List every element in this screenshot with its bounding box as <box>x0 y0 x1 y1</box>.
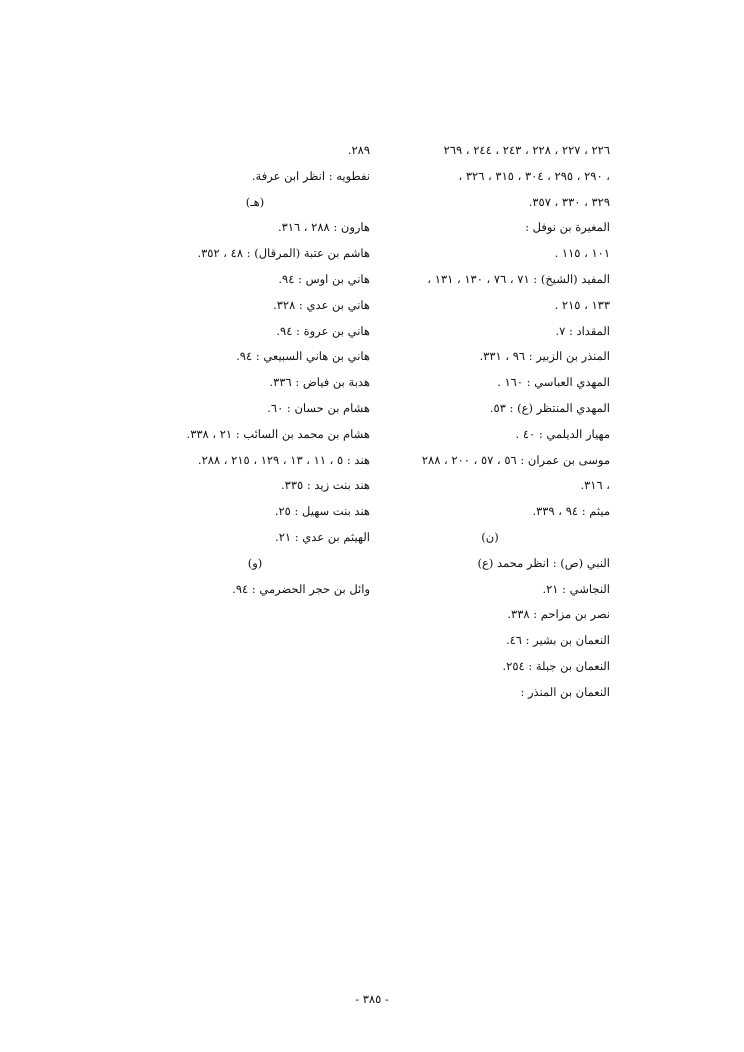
index-entry: هاني بن هاني السبيعي : ٩٤. <box>236 349 370 364</box>
index-entry: المفيد (الشيخ) : ٧١ ، ٧٦ ، ١٣٠ ، ١٣١ ، <box>427 271 610 286</box>
index-entry: النجاشي : ٢١. <box>542 581 610 596</box>
index-entry: الهيثم بن عدي : ٢١. <box>275 529 370 544</box>
index-entry: المغيرة بن نوفل : <box>525 220 610 235</box>
index-entry: موسى بن عمران : ٥٦ ، ٥٧ ، ٢٠٠ ، ٢٨٨ <box>421 452 610 467</box>
index-entry: هارون : ٢٨٨ ، ٣١٦. <box>277 220 370 235</box>
index-entry: ميثم : ٩٤ ، ٣٣٩. <box>532 504 610 519</box>
index-entry: هاشم بن عتبة (المرقال) : ٤٨ ، ٣٥٢. <box>197 246 370 261</box>
index-entry: ، ٣١٦. <box>580 478 610 493</box>
page-number: - ٣٨٥ - <box>355 992 389 1006</box>
index-entry: هاني بن عروة : ٩٤. <box>276 323 370 338</box>
index-entry: هند بنت زيد : ٣٣٥. <box>280 478 370 493</box>
index-entry: هاني بن عدي : ٣٢٨. <box>273 297 370 312</box>
index-entry: النعمان بن جبلة : ٢٥٤. <box>502 658 610 673</box>
index-column-left <box>140 138 370 602</box>
index-entry: هاني بن اوس : ٩٤. <box>278 271 370 286</box>
index-entry: ١٣٣ ، ٢١٥ . <box>554 297 610 312</box>
section-letter-heading: (ن) <box>481 529 499 544</box>
index-entry: النبي (ص) : انظر محمد (ع) <box>477 555 610 570</box>
index-column-right <box>370 138 610 706</box>
index-entry: هند : ٥ ، ١١ ، ١٣ ، ١٢٩ ، ٢١٥ ، ٢٨٨. <box>197 452 370 467</box>
index-entry: ، ٢٩٠ ، ٢٩٥ ، ٣٠٤ ، ٣١٥ ، ٣٢٦ ، <box>458 168 610 183</box>
index-entry: وائل بن حجر الحضرمي : ٩٤. <box>232 581 370 596</box>
index-entry: النعمان بن المنذر : <box>520 684 610 699</box>
index-entry: مهيار الديلمي : ٤٠ . <box>515 426 610 441</box>
index-entry: نصر بن مزاحم : ٣٣٨. <box>507 607 610 622</box>
index-entry: المنذر بن الزبير : ٩٦ ، ٣٣١. <box>479 349 610 364</box>
index-entry: هند بنت سهيل : ٢٥. <box>274 504 370 519</box>
index-entry: النعمان بن بشير : ٤٦. <box>505 633 610 648</box>
index-entry: ٢٢٦ ، ٢٢٧ ، ٢٢٨ ، ٢٤٣ ، ٢٤٤ ، ٢٦٩ <box>443 143 610 157</box>
index-entry: هدبة بن فياض : ٣٣٦. <box>269 375 370 390</box>
index-entry: المهدي العباسي : ١٦٠ . <box>497 375 610 390</box>
section-letter-heading: (هـ) <box>245 194 265 209</box>
section-letter-heading: (و) <box>247 555 263 570</box>
index-entry: المهدي المنتظر (ع) : ٥٣. <box>489 400 610 415</box>
index-entry: نفطويه : انظر ابن عرفة. <box>251 168 370 183</box>
index-entry: ٣٢٩ ، ٣٣٠ ، ٣٥٧. <box>528 194 610 209</box>
index-entry: هشام بن محمد بن السائب : ٢١ ، ٣٣٨. <box>186 426 370 441</box>
index-entry: المقداد : ٧. <box>555 323 610 338</box>
index-entry: ٢٨٩. <box>347 143 370 157</box>
index-entry: ١٠١ ، ١١٥ . <box>554 246 610 261</box>
index-entry: هشام بن حسان : ٦٠. <box>267 400 370 415</box>
